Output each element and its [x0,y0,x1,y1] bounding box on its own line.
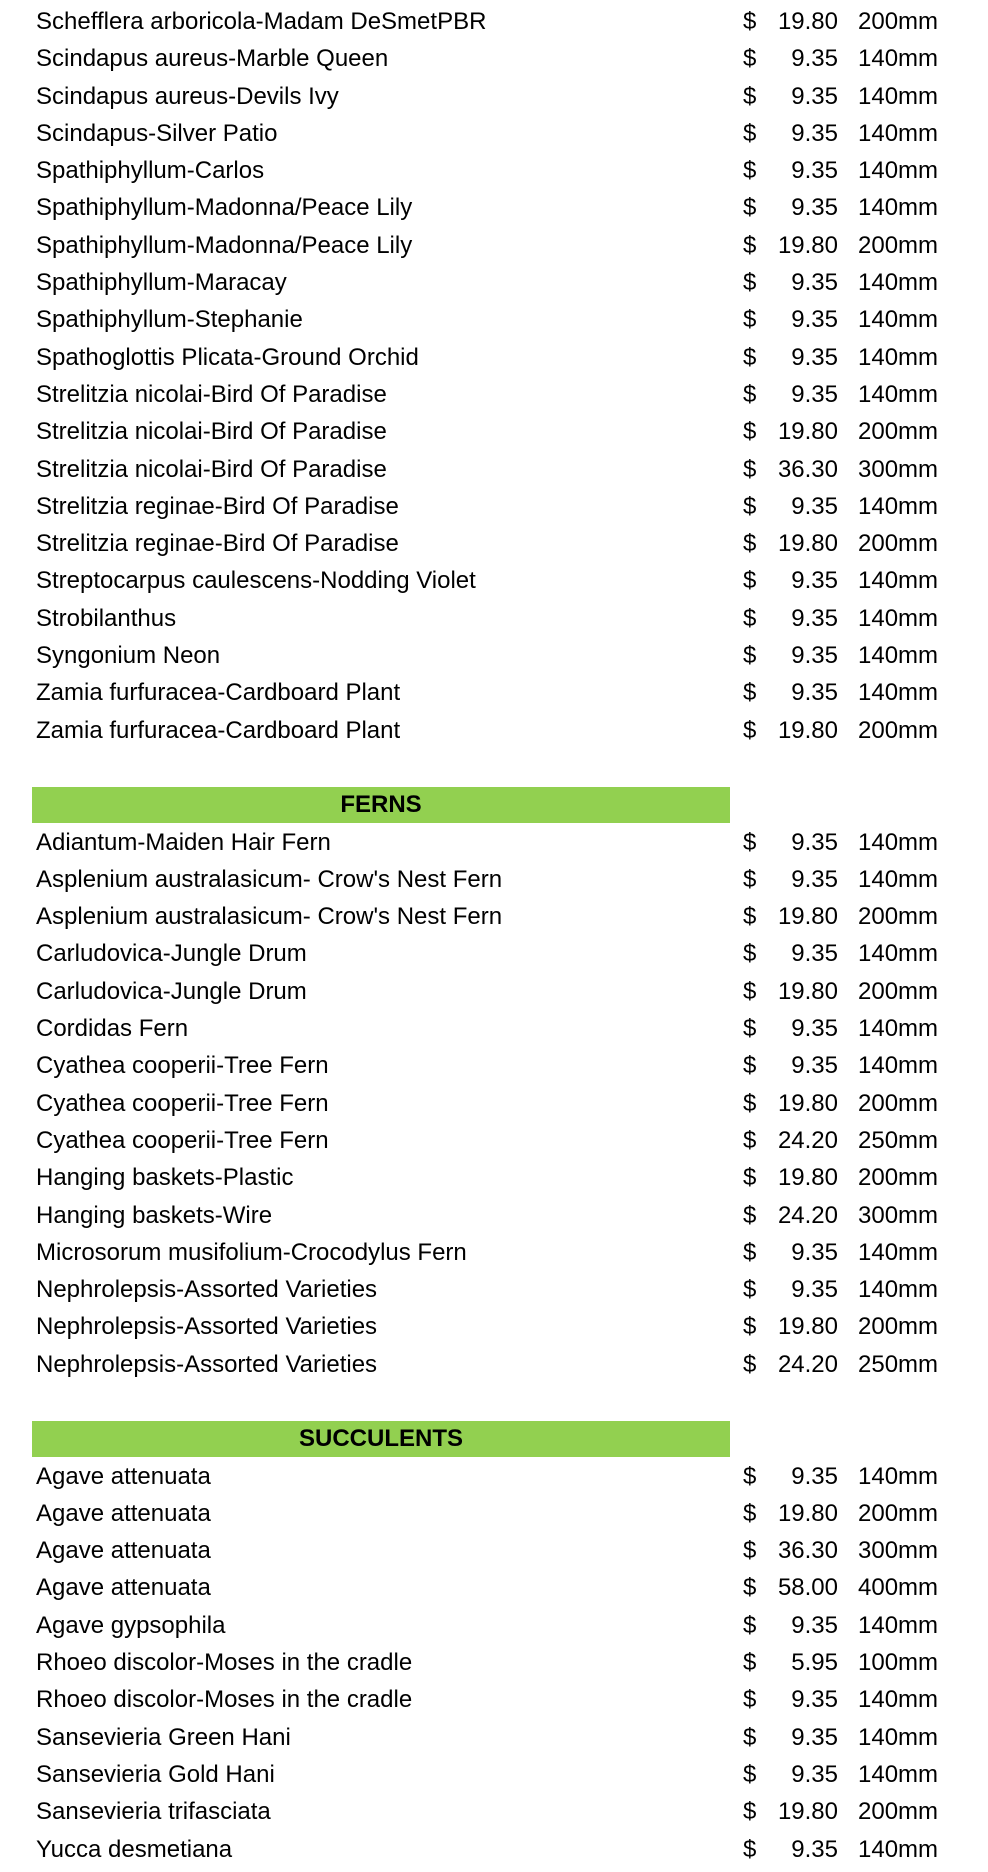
currency-symbol: $ [743,418,757,446]
pot-size: 140mm [858,492,939,520]
plant-name: Carludovica-Jungle Drum [36,977,307,1005]
plant-name: Hanging baskets-Wire [36,1201,273,1229]
pot-size: 140mm [858,380,939,408]
currency-symbol: $ [743,828,757,856]
price-row [0,3,988,40]
currency-symbol: $ [743,45,757,73]
currency-symbol: $ [743,1015,757,1043]
pot-size: 400mm [858,1574,939,1602]
plant-name: Strelitzia reginae-Bird Of Paradise [36,530,399,558]
price-value: 9.35 [791,1611,838,1639]
price-value: 19.80 [777,977,838,1005]
price-value: 9.35 [791,157,838,185]
currency-symbol: $ [743,530,757,558]
currency-symbol: $ [743,1238,757,1266]
price-row [0,600,988,637]
section-spacer [0,749,988,786]
price-value: 19.80 [777,1798,838,1826]
price-value: 9.35 [791,492,838,520]
plant-name: Hanging baskets-Plastic [36,1164,294,1192]
price-row [0,1271,988,1308]
plant-name: Sansevieria Green Hani [36,1723,291,1751]
pot-size: 140mm [858,604,939,632]
price-row [0,824,988,861]
pot-size: 200mm [858,977,939,1005]
pot-size: 140mm [858,865,939,893]
section-header [0,786,988,823]
currency-symbol: $ [743,455,757,483]
currency-symbol: $ [743,1089,757,1117]
price-row [0,78,988,115]
price-row [0,1607,988,1644]
plant-name: Streptocarpus caulescens-Nodding Violet [36,567,476,595]
plant-name: Cordidas Fern [36,1015,189,1043]
section-header-label: FERNS [32,787,730,823]
plant-name: Strelitzia nicolai-Bird Of Paradise [36,418,387,446]
pot-size: 200mm [858,1798,939,1826]
price-value: 5.95 [791,1649,838,1677]
plant-name: Carludovica-Jungle Drum [36,940,307,968]
pot-size: 140mm [858,1462,939,1490]
pot-size: 140mm [858,343,939,371]
price-row [0,1793,988,1830]
currency-symbol: $ [743,1574,757,1602]
pot-size: 140mm [858,1238,939,1266]
price-value: 19.80 [777,231,838,259]
currency-symbol: $ [743,977,757,1005]
price-value: 19.80 [777,716,838,744]
currency-symbol: $ [743,343,757,371]
currency-symbol: $ [743,194,757,222]
currency-symbol: $ [743,82,757,110]
plant-name: Scindapus aureus-Devils Ivy [36,82,339,110]
currency-symbol: $ [743,716,757,744]
price-row [0,525,988,562]
price-row [0,1532,988,1569]
pot-size: 200mm [858,1313,939,1341]
price-value: 9.35 [791,1835,838,1863]
price-row [0,413,988,450]
price-value: 9.35 [791,380,838,408]
currency-symbol: $ [743,1611,757,1639]
price-value: 36.30 [777,1537,838,1565]
currency-symbol: $ [743,1164,757,1192]
price-row [0,1047,988,1084]
price-row [0,1644,988,1681]
price-value: 9.35 [791,1238,838,1266]
currency-symbol: $ [743,119,757,147]
plant-name: Cyathea cooperii-Tree Fern [36,1089,329,1117]
plant-name: Scindapus-Silver Patio [36,119,278,147]
currency-symbol: $ [743,642,757,670]
price-row [0,861,988,898]
pot-size: 200mm [858,231,939,259]
currency-symbol: $ [743,903,757,931]
pot-size: 140mm [858,306,939,334]
price-value: 19.80 [777,1089,838,1117]
price-value: 19.80 [777,1499,838,1527]
currency-symbol: $ [743,604,757,632]
currency-symbol: $ [743,1126,757,1154]
currency-symbol: $ [743,1723,757,1751]
price-value: 9.35 [791,1052,838,1080]
price-value: 9.35 [791,679,838,707]
price-value: 9.35 [791,1015,838,1043]
currency-symbol: $ [743,1201,757,1229]
price-row [0,1569,988,1606]
price-row [0,1495,988,1532]
currency-symbol: $ [743,1835,757,1863]
currency-symbol: $ [743,940,757,968]
pot-size: 140mm [858,1835,939,1863]
currency-symbol: $ [743,1760,757,1788]
price-value: 9.35 [791,828,838,856]
plant-name: Strelitzia nicolai-Bird Of Paradise [36,380,387,408]
price-list-sheet [0,3,988,1868]
price-row [0,301,988,338]
pot-size: 140mm [858,1611,939,1639]
plant-name: Cyathea cooperii-Tree Fern [36,1126,329,1154]
price-row [0,1234,988,1271]
plant-name: Spathiphyllum-Carlos [36,157,265,185]
pot-size: 140mm [858,194,939,222]
price-value: 19.80 [777,1313,838,1341]
plant-name: Syngonium Neon [36,642,221,670]
price-row [0,1159,988,1196]
plant-name: Zamia furfuracea-Cardboard Plant [36,679,401,707]
currency-symbol: $ [743,1350,757,1378]
pot-size: 200mm [858,1164,939,1192]
price-value: 9.35 [791,45,838,73]
price-value: 9.35 [791,343,838,371]
price-row [0,898,988,935]
price-row [0,712,988,749]
pot-size: 200mm [858,8,939,35]
price-value: 36.30 [777,455,838,483]
pot-size: 140mm [858,1686,939,1714]
price-value: 58.00 [777,1574,838,1602]
price-row [0,1308,988,1345]
plant-name: Sansevieria trifasciata [36,1798,271,1826]
pot-size: 140mm [858,269,939,297]
price-row [0,1681,988,1718]
plant-name: Yucca desmetiana [36,1835,233,1863]
section-spacer [0,1383,988,1420]
plant-name: Asplenium australasicum- Crow's Nest Fern [36,903,503,931]
pot-size: 300mm [858,1201,939,1229]
price-value: 9.35 [791,194,838,222]
plant-name: Agave attenuata [36,1499,211,1527]
price-value: 9.35 [791,1760,838,1788]
price-value: 24.20 [777,1201,838,1229]
currency-symbol: $ [743,8,757,35]
price-value: 9.35 [791,567,838,595]
price-row [0,1197,988,1234]
section-header [0,1420,988,1457]
plant-name: Rhoeo discolor-Moses in the cradle [36,1686,413,1714]
price-value: 9.35 [791,1723,838,1751]
price-value: 9.35 [791,642,838,670]
price-row [0,1458,988,1495]
plant-name: Zamia furfuracea-Cardboard Plant [36,716,401,744]
pot-size: 200mm [858,418,939,446]
currency-symbol: $ [743,492,757,520]
pot-size: 140mm [858,1015,939,1043]
price-value: 9.35 [791,1462,838,1490]
price-row [0,115,988,152]
currency-symbol: $ [743,567,757,595]
pot-size: 140mm [858,82,939,110]
plant-name: Spathoglottis Plicata-Ground Orchid [36,343,419,371]
plant-name: Strelitzia reginae-Bird Of Paradise [36,492,399,520]
currency-symbol: $ [743,157,757,185]
currency-symbol: $ [743,1313,757,1341]
pot-size: 140mm [858,567,939,595]
price-row [0,1346,988,1383]
pot-size: 300mm [858,1537,939,1565]
price-value: 19.80 [777,8,838,35]
pot-size: 200mm [858,1089,939,1117]
currency-symbol: $ [743,865,757,893]
price-row [0,1010,988,1047]
currency-symbol: $ [743,269,757,297]
price-row [0,339,988,376]
price-row [0,935,988,972]
currency-symbol: $ [743,1649,757,1677]
price-value: 9.35 [791,269,838,297]
price-value: 24.20 [777,1350,838,1378]
price-row [0,264,988,301]
price-value: 9.35 [791,865,838,893]
price-row [0,562,988,599]
currency-symbol: $ [743,1276,757,1304]
pot-size: 250mm [858,1350,939,1378]
currency-symbol: $ [743,1052,757,1080]
price-row [0,1719,988,1756]
currency-symbol: $ [743,1686,757,1714]
price-row [0,152,988,189]
plant-name: Agave attenuata [36,1574,211,1602]
price-row [0,1122,988,1159]
plant-name: Adiantum-Maiden Hair Fern [36,828,331,856]
price-row [0,40,988,77]
price-row [0,1831,988,1868]
plant-name: Strelitzia nicolai-Bird Of Paradise [36,455,387,483]
price-value: 19.80 [777,1164,838,1192]
plant-name: Nephrolepsis-Assorted Varieties [36,1313,378,1341]
plant-name: Microsorum musifolium-Crocodylus Fern [36,1238,467,1266]
plant-name: Agave attenuata [36,1537,211,1565]
plant-name: Spathiphyllum-Stephanie [36,306,303,334]
plant-name: Schefflera arboricola-Madam DeSmetPBR [36,8,487,35]
price-row [0,451,988,488]
plant-name: Spathiphyllum-Madonna/Peace Lily [36,231,413,259]
plant-name: Strobilanthus [36,604,177,632]
price-value: 9.35 [791,82,838,110]
plant-name: Agave gypsophila [36,1611,226,1639]
pot-size: 300mm [858,455,939,483]
pot-size: 140mm [858,828,939,856]
currency-symbol: $ [743,306,757,334]
price-row [0,189,988,226]
pot-size: 140mm [858,1723,939,1751]
pot-size: 140mm [858,119,939,147]
price-value: 9.35 [791,940,838,968]
pot-size: 200mm [858,1499,939,1527]
price-value: 9.35 [791,604,838,632]
currency-symbol: $ [743,1537,757,1565]
pot-size: 140mm [858,940,939,968]
price-row [0,488,988,525]
pot-size: 140mm [858,45,939,73]
price-value: 9.35 [791,306,838,334]
price-value: 19.80 [777,903,838,931]
currency-symbol: $ [743,1499,757,1527]
currency-symbol: $ [743,679,757,707]
price-row [0,376,988,413]
plant-name: Agave attenuata [36,1462,211,1490]
price-row [0,227,988,264]
plant-name: Spathiphyllum-Maracay [36,269,287,297]
plant-name: Asplenium australasicum- Crow's Nest Fern [36,865,503,893]
pot-size: 200mm [858,530,939,558]
price-row [0,637,988,674]
plant-name: Scindapus aureus-Marble Queen [36,45,389,73]
plant-name: Spathiphyllum-Madonna/Peace Lily [36,194,413,222]
plant-name: Sansevieria Gold Hani [36,1760,275,1788]
price-value: 9.35 [791,1686,838,1714]
pot-size: 200mm [858,903,939,931]
plant-name: Nephrolepsis-Assorted Varieties [36,1276,378,1304]
plant-name: Nephrolepsis-Assorted Varieties [36,1350,378,1378]
plant-name: Cyathea cooperii-Tree Fern [36,1052,329,1080]
price-value: 19.80 [777,530,838,558]
currency-symbol: $ [743,380,757,408]
pot-size: 140mm [858,679,939,707]
price-value: 24.20 [777,1126,838,1154]
currency-symbol: $ [743,1798,757,1826]
price-value: 19.80 [777,418,838,446]
pot-size: 140mm [858,1276,939,1304]
currency-symbol: $ [743,1462,757,1490]
pot-size: 140mm [858,1052,939,1080]
price-value: 9.35 [791,1276,838,1304]
pot-size: 200mm [858,716,939,744]
pot-size: 140mm [858,157,939,185]
price-row [0,973,988,1010]
section-header-label: SUCCULENTS [32,1421,730,1457]
price-row [0,1756,988,1793]
pot-size: 140mm [858,1760,939,1788]
currency-symbol: $ [743,231,757,259]
price-row [0,1085,988,1122]
plant-name: Rhoeo discolor-Moses in the cradle [36,1649,413,1677]
pot-size: 250mm [858,1126,939,1154]
price-row [0,674,988,711]
pot-size: 100mm [858,1649,939,1677]
pot-size: 140mm [858,642,939,670]
price-value: 9.35 [791,119,838,147]
